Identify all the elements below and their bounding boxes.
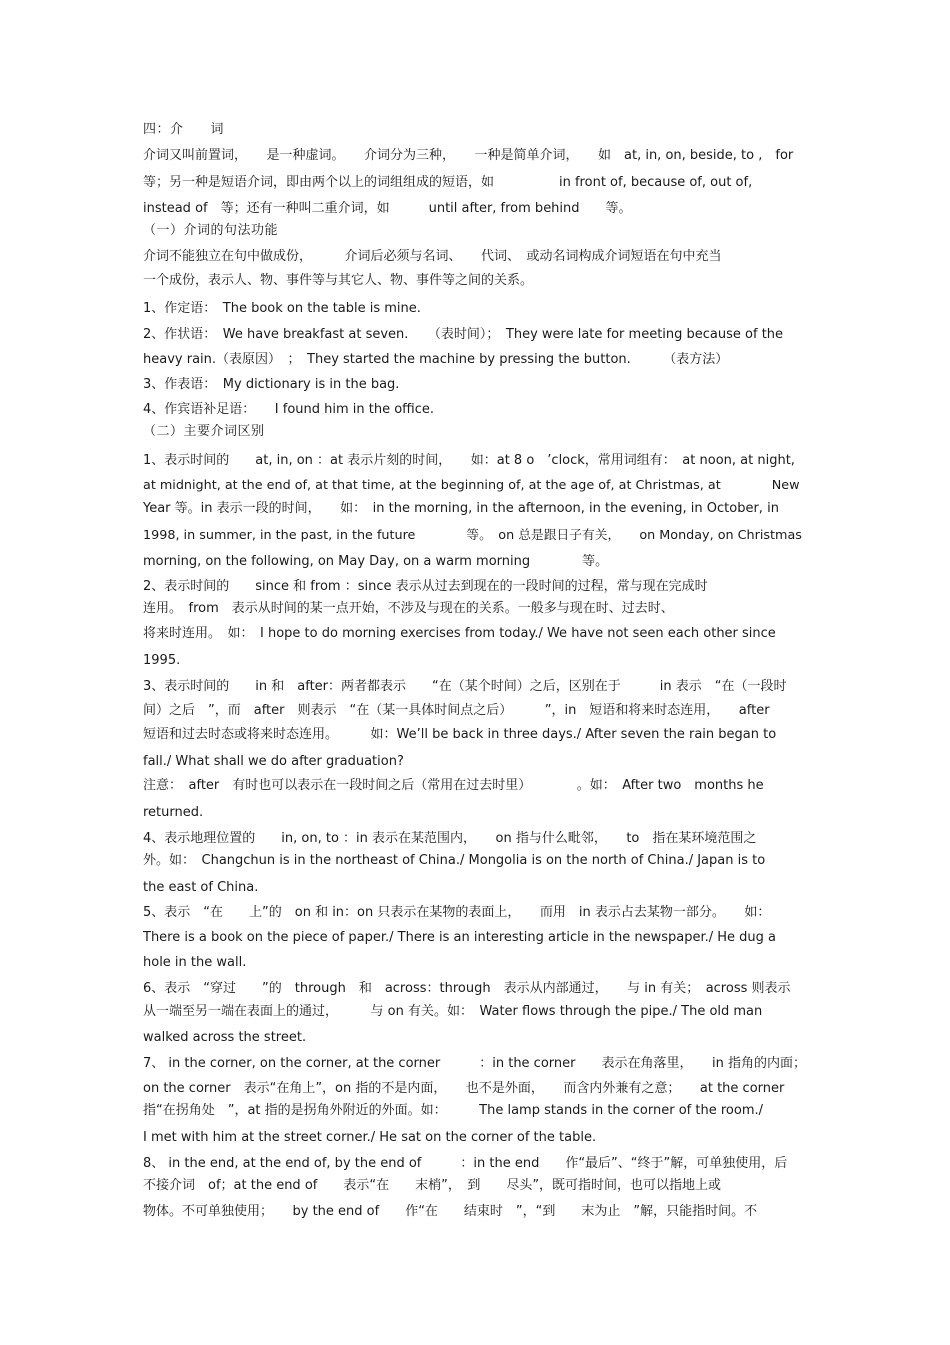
text-line: 短语和过去时态或将来时态连用。 如：We’ll be back in three days./ After seven the rain began to: [143, 727, 777, 742]
text-line: 指“在拐角处 ”，at 指的是拐角外附近的外面。如： The lamp stands in the corner of the room./: [143, 1103, 763, 1118]
text-line: 3、作表语： My dictionary is in the bag.: [143, 377, 400, 392]
text-line: 8、 in the end, at the end of, by the end of ：in the end 作“最后”、“终于”解，可单独使用，后: [143, 1156, 788, 1171]
text-line: fall./ What shall we do after graduation?: [143, 754, 404, 769]
text-line: 2、表示时间的 since 和 from ：since 表示从过去到现在的一段时间的过程，常与现在完成时: [143, 579, 708, 594]
text-line: instead of 等；还有一种叫二重介词，如 until after, from behind 等。: [143, 201, 632, 216]
text-line: 介词不能独立在句中做成份， 介词后必须与名词、 代词、 或动名词构成介词短语在句中充当: [143, 249, 722, 264]
text-line: 注意： after 有时也可以表示在一段时间之后（常用在过去时里） 。如： After two months he: [143, 778, 764, 793]
text-line: 1998, in summer, in the past, in the future 等。 on 总是跟日子有关， on Monday, on Christmas: [143, 528, 802, 543]
text-line: 一个成份，表示人、物、事件等与其它人、物、事件等之间的关系。: [143, 273, 534, 288]
text-line: 1、表示时间的 at, in, on ：at 表示片刻的时间， 如：at 8 o ’clock，常用词组有： at noon, at night,: [143, 453, 795, 468]
text-line: 2、作状语： We have breakfast at seven. （表时间）； They were late for meeting because of the: [143, 327, 784, 342]
subsection-heading: （二）主要介词区别: [143, 424, 265, 439]
text-line: 连用。 from 表示从时间的某一点开始，不涉及与现在的关系。一般多与现在时、过去时、: [143, 601, 674, 616]
subsection-heading: （一）介词的句法功能: [143, 223, 279, 238]
text-line: Year 等。in 表示一段的时间， 如： in the morning, in the afternoon, in the evening, in October, in: [143, 501, 779, 516]
text-line: morning, on the following, on May Day, on a warm morning 等。: [143, 554, 609, 569]
text-line: 7、 in the corner, on the corner, at the corner ：in the corner 表示在角落里， in 指角的内面；: [143, 1056, 806, 1071]
section-heading: 四：介 词: [143, 122, 225, 137]
text-line: 将来时连用。 如： I hope to do morning exercises from today./ We have not seen each other since: [143, 626, 776, 641]
text-line: walked across the street.: [143, 1030, 307, 1045]
text-line: the east of China.: [143, 880, 259, 895]
text-line: 物体。不可单独使用； by the end of 作“在 结束时 ”，“到 末为止 ”解，只能指时间。不: [143, 1204, 758, 1219]
text-line: on the corner 表示“在角上”，on 指的不是内面， 也不是外面， 而含内外兼有之意； at the corner: [143, 1081, 785, 1096]
text-line: returned.: [143, 805, 204, 820]
text-line: 3、表示时间的 in 和 after：两者都表示 “在（某个时间）之后，区别在于 in 表示 “在（一段时: [143, 679, 787, 694]
text-line: heavy rain.（表原因） ； They started the machine by pressing the button. （表方法）: [143, 352, 729, 367]
text-line: There is a book on the piece of paper./ There is an interesting article in the newspaper./ He dug a: [143, 930, 777, 945]
text-line: 5、表示 “在 上”的 on 和 in：on 只表示在某物的表面上， 而用 in 表示占去某物一部分。 如：: [143, 905, 771, 920]
text-line: 4、作宾语补足语： I found him in the office.: [143, 402, 435, 417]
text-line: 1995.: [143, 653, 181, 668]
text-line: 间）之后 ”，而 after 则表示 “在（某一具体时间点之后） ”，in 短语和将来时态连用， after: [143, 703, 770, 718]
text-line: I met with him at the street corner./ He sat on the corner of the table.: [143, 1130, 597, 1145]
text-line: 等；另一种是短语介词，即由两个以上的词组组成的短语，如 in front of, because of, out of,: [143, 175, 753, 190]
text-line: 介词又叫前置词， 是一种虚词。 介词分为三种， 一种是简单介词， 如 at, in, on, beside, to , for: [143, 148, 794, 163]
text-line: 6、表示 “穿过 ”的 through 和 across：through 表示从内部通过， 与 in 有关； across 则表示: [143, 981, 791, 996]
text-line: 从一端至另一端在表面上的通过， 与 on 有关。如： Water flows through the pipe./ The old man: [143, 1004, 763, 1019]
text-line: 外。如： Changchun is in the northeast of China./ Mongolia is on the north of China./ Japan is to: [143, 853, 766, 868]
text-line: at midnight, at the end of, at that time, at the beginning of, at the age of, at Christmas, at New: [143, 478, 800, 493]
text-line: 不接介词 of；at the end of 表示“在 末梢”， 到 尽头”，既可指时间，也可以指地上或: [143, 1178, 722, 1193]
text-line: 4、表示地理位置的 in, on, to ：in 表示在某范围内， on 指与什么毗邻， to 指在某环境范围之: [143, 831, 757, 846]
text-line: 1、作定语： The book on the table is mine.: [143, 301, 421, 316]
text-line: hole in the wall.: [143, 955, 247, 970]
